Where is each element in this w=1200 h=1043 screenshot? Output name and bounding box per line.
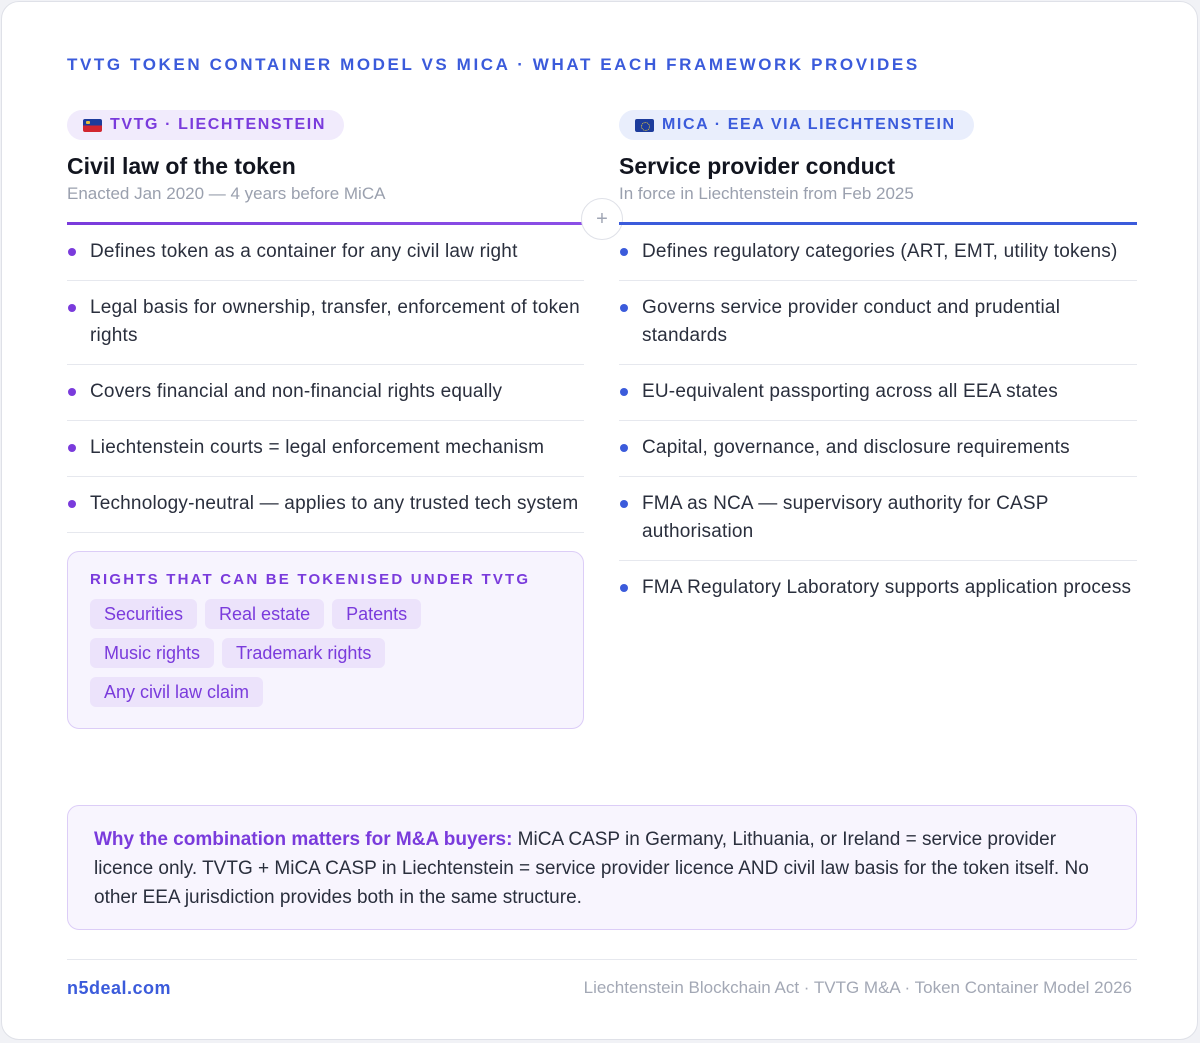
bullet-icon (68, 248, 76, 256)
eu-flag-icon (635, 119, 654, 132)
bullet-icon (68, 444, 76, 452)
mica-feature-list (619, 225, 1137, 616)
bullet-icon (620, 388, 628, 396)
rights-tag: Real estate (205, 599, 324, 629)
mica-title: Service provider conduct (619, 153, 896, 179)
rights-tag-list (90, 599, 550, 707)
callout-lead: Why the combination matters for M&A buyers: (94, 829, 513, 850)
mica-subtitle: In force in Liechtenstein from Feb 2025 (619, 184, 914, 203)
rights-tag: Securities (90, 599, 197, 629)
mica-badge-label: MICA · EEA VIA LIECHTENSTEIN (662, 116, 956, 133)
callout-body: MiCA CASP in Germany, Lithuania, or Ireland = service provider licence only. TVTG + MiCA CASP in Liechtenstein = service provider licence AND civil law basis for the token itself. No other EEA jurisdiction provides both in the same structure. (94, 829, 1089, 908)
infographic-card (1, 1, 1198, 1040)
tvtg-feature-list (67, 225, 584, 533)
rights-tag: Patents (332, 599, 421, 629)
bullet-icon (620, 248, 628, 256)
bullet-icon (68, 304, 76, 312)
list-item: Defines token as a container for any civil law right (67, 225, 584, 281)
bullet-icon (620, 584, 628, 592)
list-item: FMA Regulatory Laboratory supports application process (619, 561, 1137, 616)
list-item: Legal basis for ownership, transfer, enforcement of token rights (67, 281, 584, 365)
page-eyebrow-title: TVTG TOKEN CONTAINER MODEL VS MICA · WHAT EACH FRAMEWORK PROVIDES (67, 55, 920, 74)
liechtenstein-flag-icon (83, 119, 102, 132)
tvtg-badge (67, 110, 344, 140)
rights-tag: Music rights (90, 638, 214, 668)
list-item: EU-equivalent passporting across all EEA states (619, 365, 1137, 421)
rights-tag: Any civil law claim (90, 677, 263, 707)
list-item: Covers financial and non-financial rights equally (67, 365, 584, 421)
bullet-icon (68, 500, 76, 508)
list-item: Governs service provider conduct and prudential standards (619, 281, 1137, 365)
list-item: Technology-neutral — applies to any trusted tech system (67, 477, 584, 533)
tvtg-badge-label: TVTG · LIECHTENSTEIN (110, 116, 326, 133)
rights-tag: Trademark rights (222, 638, 385, 668)
footer-divider (67, 959, 1137, 960)
tvtg-column (67, 110, 584, 729)
bullet-icon (620, 304, 628, 312)
tokenisable-rights-title: RIGHTS THAT CAN BE TOKENISED UNDER TVTG (90, 571, 531, 588)
bullet-icon (620, 444, 628, 452)
plus-icon: + (581, 198, 623, 240)
tvtg-title: Civil law of the token (67, 153, 296, 179)
tokenisable-rights-box (67, 551, 584, 729)
mica-badge (619, 110, 974, 140)
site-link[interactable]: n5deal.com (67, 978, 172, 998)
list-item: Capital, governance, and disclosure requirements (619, 421, 1137, 477)
footer-caption: Liechtenstein Blockchain Act · TVTG M&A · Token Container Model 2026 (583, 978, 1132, 997)
list-item: Liechtenstein courts = legal enforcement mechanism (67, 421, 584, 477)
mica-column (619, 110, 1137, 616)
list-item: FMA as NCA — supervisory authority for CASP authorisation (619, 477, 1137, 561)
bullet-icon (620, 500, 628, 508)
bullet-icon (68, 388, 76, 396)
list-item: Defines regulatory categories (ART, EMT, utility tokens) (619, 225, 1137, 281)
m-and-a-callout (67, 805, 1137, 930)
tvtg-subtitle: Enacted Jan 2020 — 4 years before MiCA (67, 184, 386, 203)
